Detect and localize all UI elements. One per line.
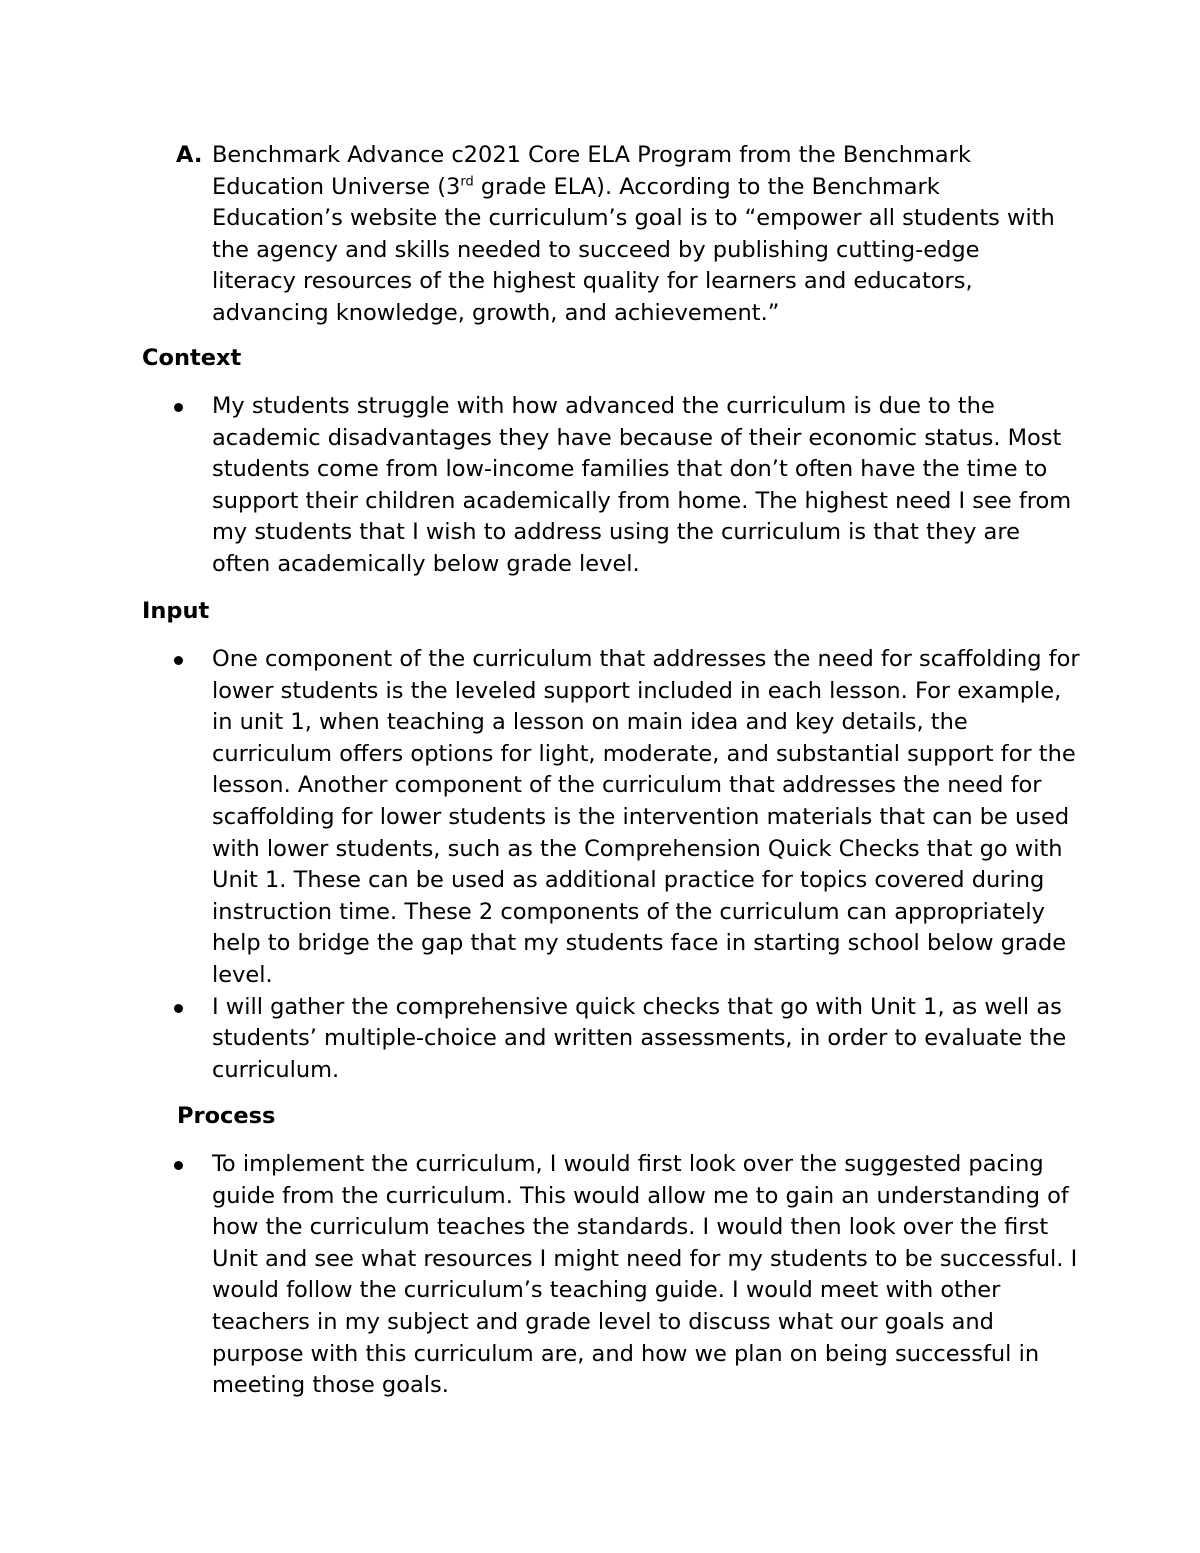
context-bullet-list [142, 391, 1082, 581]
intro-marker: A. [176, 142, 203, 168]
process-bullet-list [142, 1149, 1082, 1402]
input-heading: Input [142, 598, 210, 624]
intro-text-part-1: Benchmark Advance c2021 Core ELA Program from the Benchmark Education Universe (3 [212, 142, 971, 200]
bullet-dot-icon [174, 1004, 183, 1013]
process-bullet-item [142, 1149, 1082, 1402]
input-bullet-list [142, 644, 1082, 1086]
context-heading: Context [142, 345, 242, 371]
intro-paragraph [212, 140, 1056, 330]
intro-superscript: rd [460, 174, 474, 190]
input-bullet-text: I will gather the comprehensive quick checks that go with Unit 1, as well as students’ multiple-choice and written assessments, in order to evaluate the curriculum. [212, 993, 1067, 1083]
input-bullet-item [142, 644, 1082, 992]
input-bullet-text: One component of the curriculum that addresses the need for scaffolding for lower students is the leveled support included in each lesson. For example, in unit 1, when teaching a lesson on main idea and key details, the curriculum offers options for light, moderate, and substantial support for the lesson. Another component of the curriculum that addresses the need for scaffolding for lower students is the intervention materials that can be used with lower students, such as the Comprehension Quick Checks that go with Unit 1. These can be used as additional practice for topics covered during instruction time. These 2 components of the curriculum can appropriately help to bridge the gap that my students face in starting school below grade level. [212, 646, 1080, 988]
context-bullet-text: My students struggle with how advanced the curriculum is due to the academic disadvantages they have because of their economic status. Most students come from low-income families that don’t often have the time to support their children academically from home. The highest need I see from my students that I wish to address using the curriculum is that they are often academically below grade level. [212, 393, 1072, 577]
process-bullet-text: To implement the curriculum, I would first look over the suggested pacing guide from the curriculum. This would allow me to gain an understanding of how the curriculum teaches the standards. I would then look over the first Unit and see what resources I might need for my students to be successful. I would follow the curriculum’s teaching guide. I would meet with other teachers in my subject and grade level to discuss what our goals and purpose with this curriculum are, and how we plan on being successful in meeting those goals. [212, 1151, 1078, 1399]
bullet-dot-icon [174, 656, 183, 665]
context-bullet-item [142, 391, 1082, 581]
process-heading: Process [177, 1103, 276, 1129]
bullet-dot-icon [174, 403, 183, 412]
intro-item [176, 140, 1056, 330]
intro-text-part-2: grade ELA). According to the Benchmark Education’s website the curriculum’s goal is to “empower all students with the agency and skills needed to succeed by publishing cutting-edge literacy resources of the highest quality for learners and educators, advancing knowledge, growth, and achievement.” [212, 173, 1055, 326]
input-bullet-item [142, 992, 1082, 1087]
bullet-dot-icon [174, 1161, 183, 1170]
